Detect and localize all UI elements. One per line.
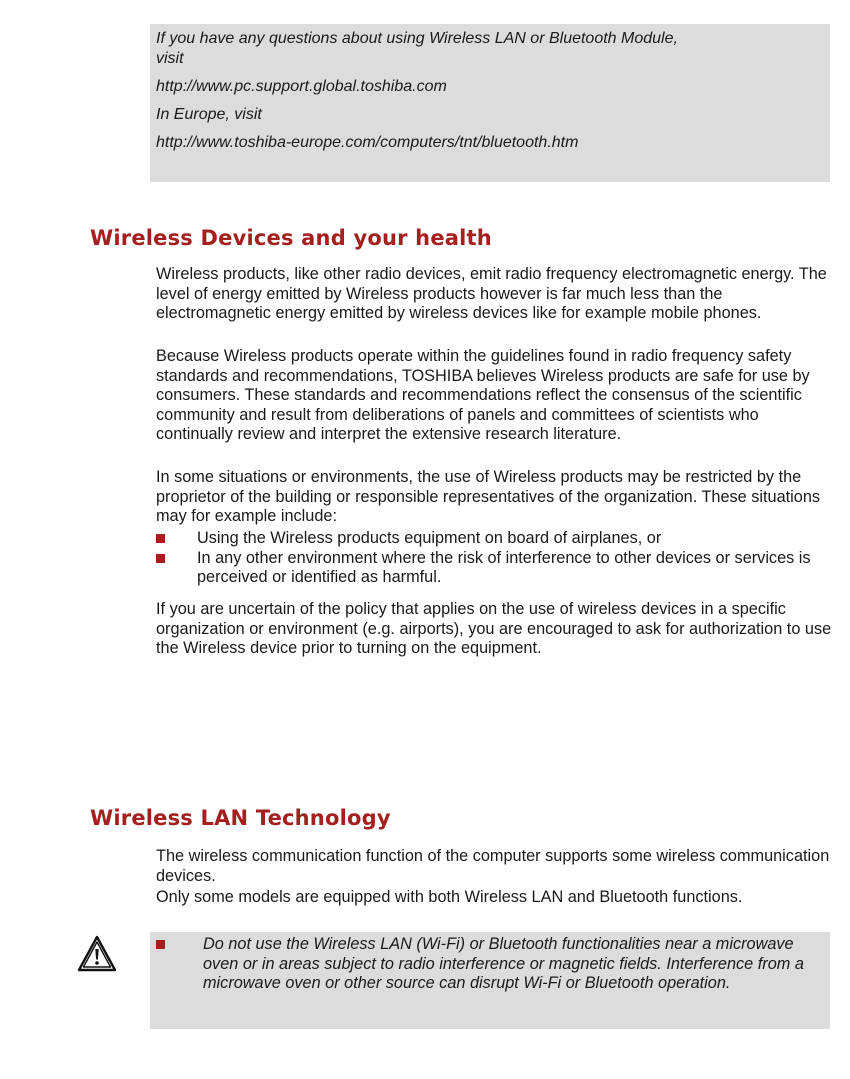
square-bullet-icon	[156, 940, 165, 949]
health-paragraph-2	[156, 347, 836, 445]
europe-url: http://www.toshiba-europe.com/computers/tnt/bluetooth.htm	[156, 134, 579, 151]
list-item	[156, 549, 836, 588]
health-paragraph-1-text: Wireless products, like other radio devices, emit radio frequency electromagnetic energy. The level of energy emitted by Wireless products however is far much less than the electromagnetic energy emitted by wireless devices like for example mobile phones.	[156, 265, 827, 322]
list-item	[156, 529, 836, 549]
health-paragraph-4-text: If you are uncertain of the policy that applies on the use of wireless devices in a specific organization or environment (e.g. airports), you are encouraged to ask for authorization to use the Wireless device prior to turning on the equipment.	[156, 600, 832, 657]
note-line-2: visit	[156, 50, 184, 67]
heading-wireless-health: Wireless Devices and your health	[90, 226, 492, 250]
warning-note-box	[150, 932, 830, 1029]
support-note-box	[150, 24, 830, 182]
warning-text: Do not use the Wireless LAN (Wi-Fi) or Bluetooth functionalities near a microwave oven or in areas subject to radio interference or magnetic fields. Interference from a microwave oven or other source can disrupt Wi-Fi or Bluetooth operation.	[203, 935, 804, 992]
support-url: http://www.pc.support.global.toshiba.com	[156, 78, 447, 95]
list-item-text: Using the Wireless products equipment on board of airplanes, or	[197, 529, 662, 547]
wlan-paragraph-1	[156, 847, 836, 886]
europe-note: In Europe, visit	[156, 106, 262, 123]
square-bullet-icon	[156, 534, 165, 543]
warning-triangle-icon	[77, 935, 117, 973]
heading-wireless-lan-technology: Wireless LAN Technology	[90, 806, 391, 830]
restriction-list	[156, 529, 836, 588]
note-line-1: If you have any questions about using Wireless LAN or Bluetooth Module,	[156, 30, 678, 47]
square-bullet-icon	[156, 554, 165, 563]
wlan-paragraph-2	[156, 888, 836, 908]
health-paragraph-1	[156, 265, 836, 324]
health-paragraph-2-text: Because Wireless products operate within the guidelines found in radio frequency safety standards and recommendations, TOSHIBA believes Wireless products are safe for use by consumers. These standards and recommendations reflect the consensus of the scientific community and result from deliberations of panels and committees of scientists who continually review and interpret the extensive research literature.	[156, 347, 810, 443]
health-paragraph-3-text: In some situations or environments, the use of Wireless products may be restricted by the proprietor of the building or responsible representatives of the organization. These situations may for example include:	[156, 468, 821, 525]
wlan-paragraph-1-text: The wireless communication function of the computer supports some wireless communication devices.	[156, 847, 830, 885]
health-paragraph-3	[156, 468, 836, 527]
health-paragraph-4	[156, 600, 836, 659]
list-item-text: In any other environment where the risk of interference to other devices or services is perceived or identified as harmful.	[197, 548, 811, 586]
wlan-paragraph-2-text: Only some models are equipped with both Wireless LAN and Bluetooth functions.	[156, 888, 743, 906]
